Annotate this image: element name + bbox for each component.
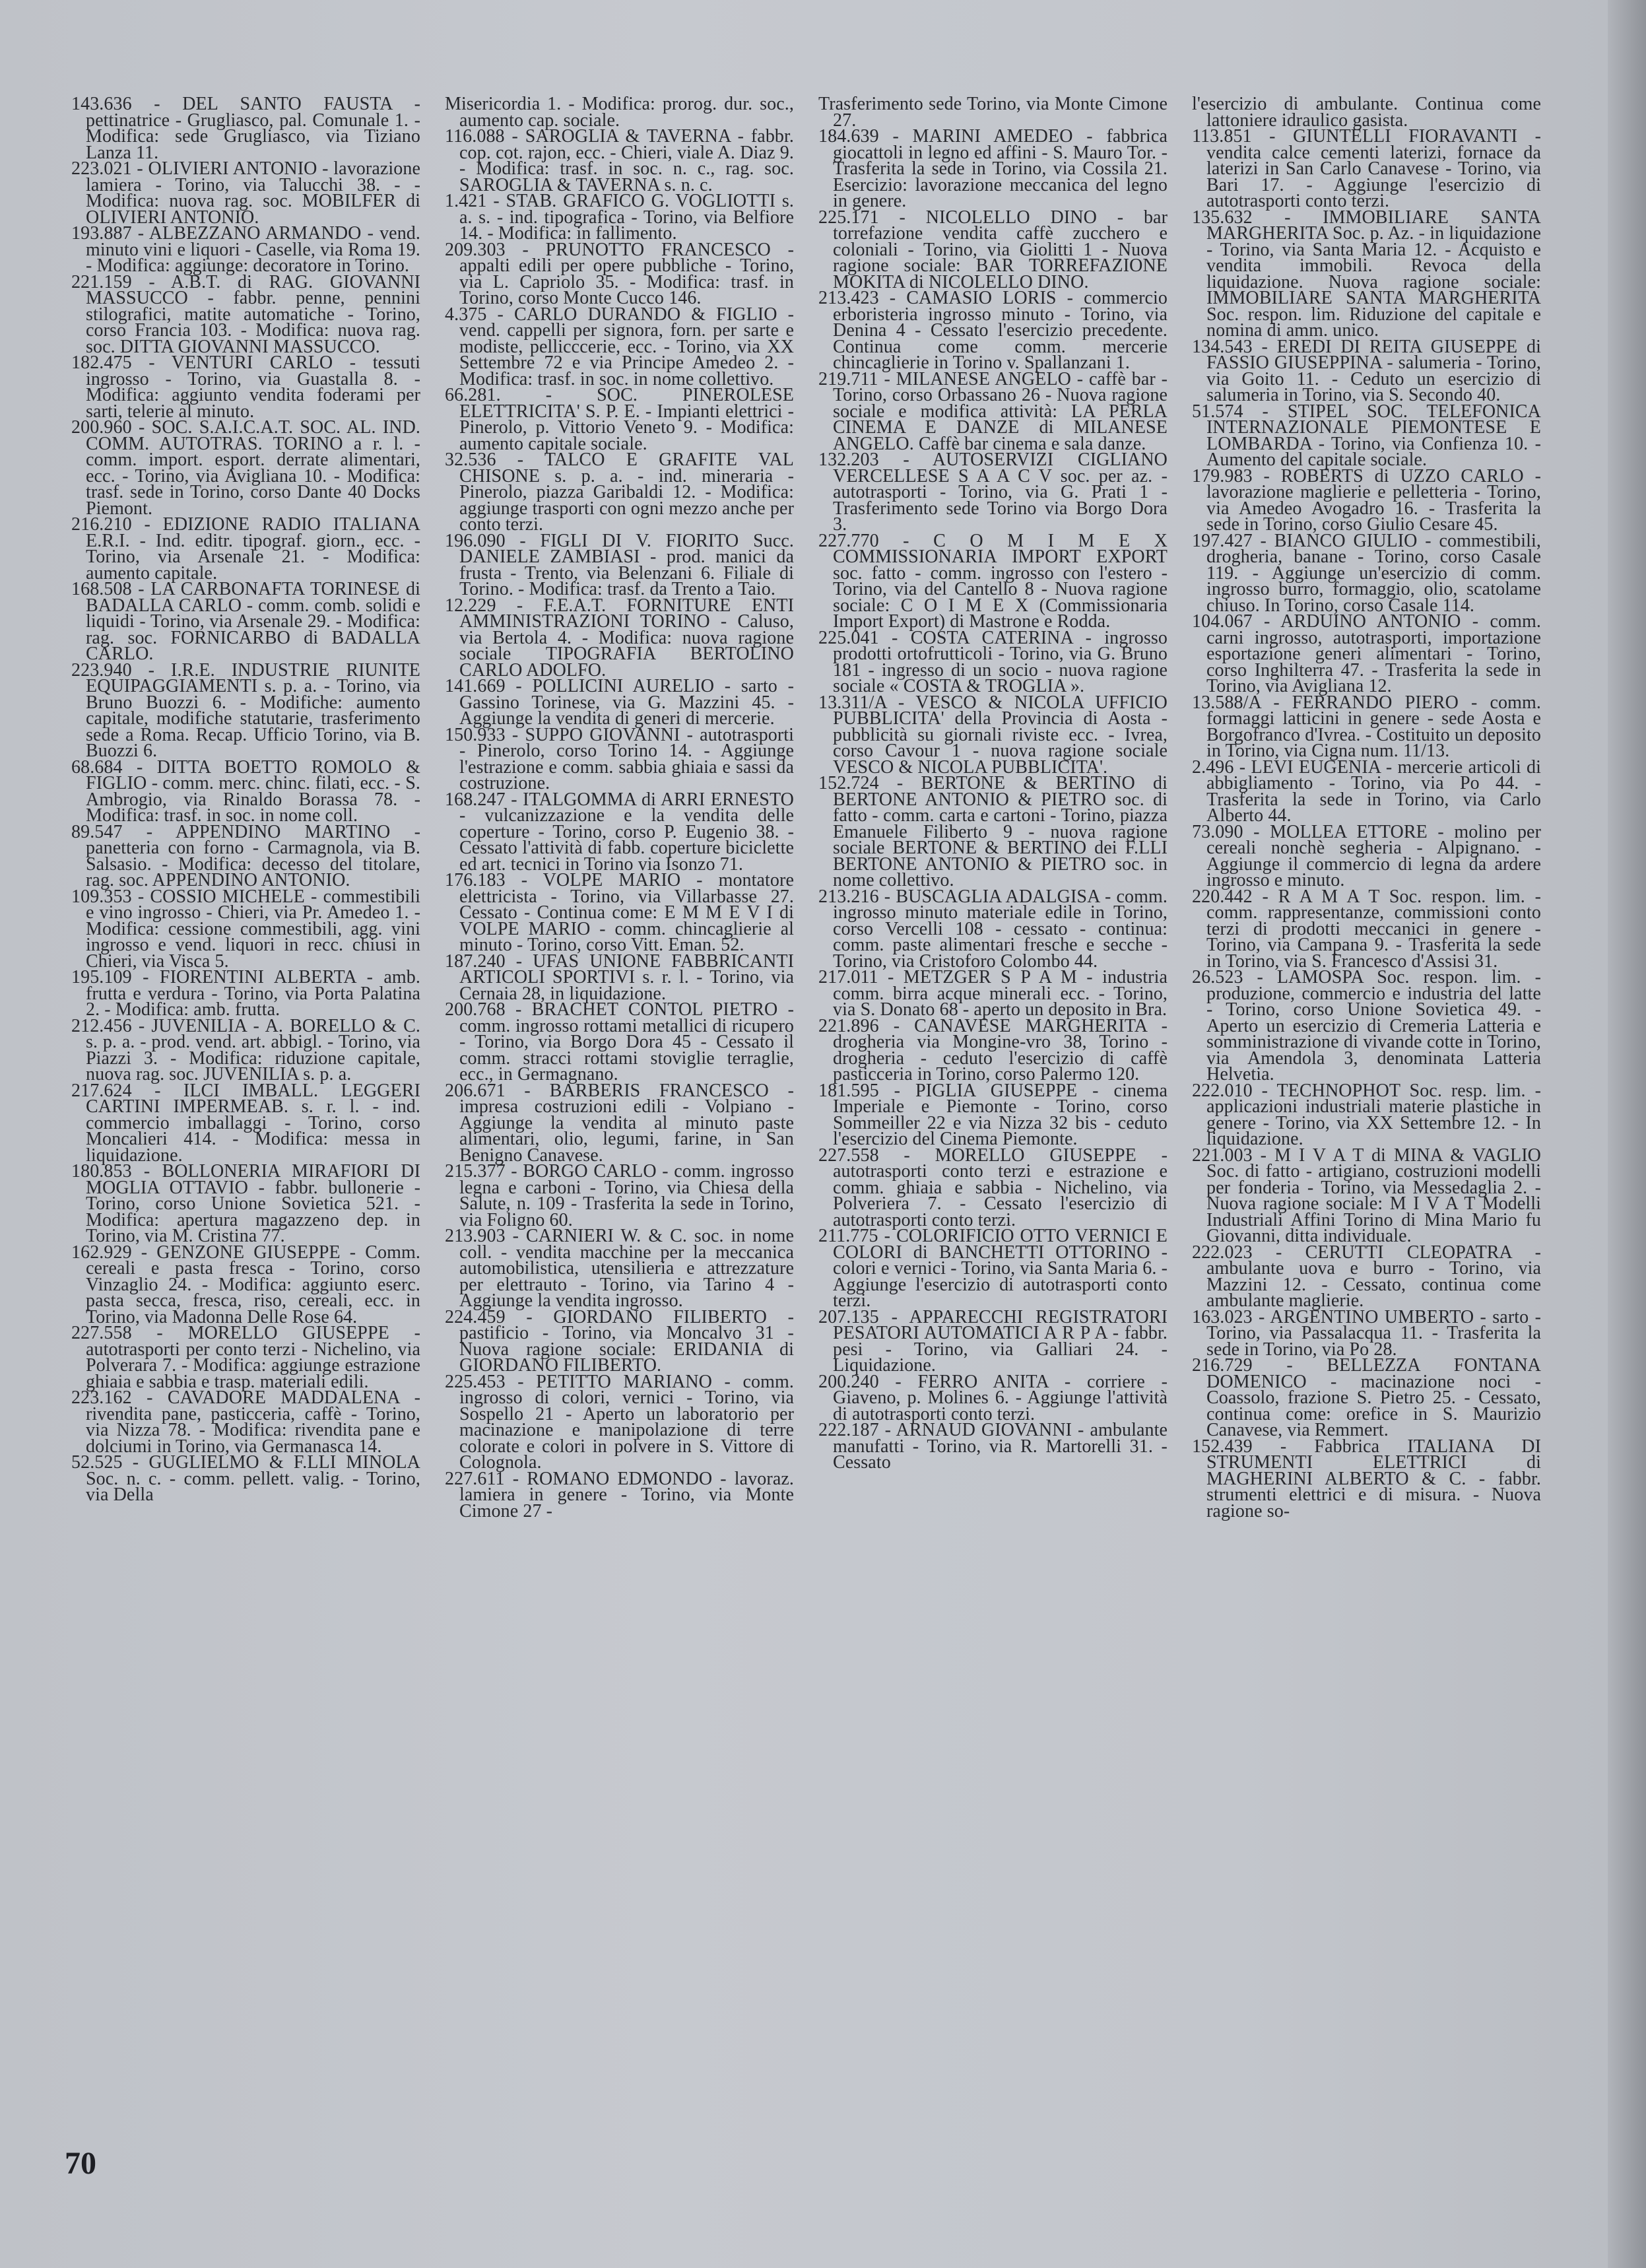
registry-entry: 168.508 - LA CARBONAFTA TORINESE di BADALLA CARLO - comm. comb. solidi e liquidi - Torino, via Arsenale 29. - Modifica: rag. soc. FORNICARBO di BADALLA CARLO. — [71, 579, 420, 664]
registry-entry: 200.240 - FERRO ANITA - corriere - Giaveno, p. Molines 6. - Aggiunge l'attività di autotrasporti conto terzi. — [818, 1371, 1168, 1424]
registry-entry: 2.496 - LEVI EUGENIA - mercerie articoli di abbigliamento - Torino, via Po 44. - Trasferita la sede in Torino, via Carlo Alberto 44. — [1192, 756, 1541, 826]
registry-entry: 152.724 - BERTONE & BERTINO di BERTONE ANTONIO & PIETRO soc. di fatto - comm. carta e cartoni - Torino, piazza Emanuele Filiberto 9 - nuova ragione sociale BERTONE & BERTINO dei F.LLI BERTONE ANTONIO & PIETRO soc. in nome collettivo. — [818, 773, 1168, 890]
registry-entry: 168.247 - ITALGOMMA di ARRI ERNESTO - vulcanizzazione e la vendita delle coperture - Torino, corso P. Eugenio 38. - Cessato l'attività di fabb. coperture biciclette ed art. tecnici in Torino via Isonzo 71. — [445, 789, 794, 875]
registry-entry: 143.636 - DEL SANTO FAUSTA - pettinatrice - Grugliasco, pal. Comunale 1. - Modifica: sede Grugliasco, via Tiziano Lanza 11. — [71, 96, 420, 163]
registry-entry: 222.187 - ARNAUD GIOVANNI - ambulante manufatti - Torino, via R. Martorelli 31. - Cessato — [818, 1420, 1168, 1473]
registry-entry: 162.929 - GENZONE GIUSEPPE - Comm. cereali e pasta fresca - Torino, corso Vinzaglio 24. - Modifica: aggiunto eserc. pasta secca, fresca, riso, cereali, ecc. in Torino, via Madonna Delle Rose 64. — [71, 1242, 420, 1327]
page-number: 70 — [65, 2146, 96, 2181]
registry-entry: 227.558 - MORELLO GIUSEPPE - autotrasporti per conto terzi - Nichelino, via Polverara 7. - Modifica: aggiunge estrazione ghiaia e sabbia e trasp. materiali edili. — [71, 1323, 420, 1392]
registry-entry: 213.216 - BUSCAGLIA ADALGISA - comm. ingrosso minuto materiale edile in Torino, corso Vercelli 108 - cessato - continua: comm. paste alimentari fresche e secche - Torino, via Cristoforo Colombo 44. — [818, 886, 1168, 972]
registry-entry: 219.711 - MILANESE ANGELO - caffè bar - Torino, corso Orbassano 26 - Nuova ragione sociale e modifica attività: LA PERLA CINEMA E DANZE di MILANESE ANGELO. Caffè bar cinema e sala danze. — [818, 368, 1168, 454]
registry-entry: 104.067 - ARDUINO ANTONIO - comm. carni ingrosso, autotrasporti, importazione esportazione generi alimentari - Torino, corso Inghilterra 47. - Trasferita la sede in Torino, via Avigliana 12. — [1192, 611, 1541, 696]
registry-entry: 224.459 - GIORDANO FILIBERTO - pastificio - Torino, via Moncalvo 31 - Nuova ragione sociale: ERIDANIA di GIORDANO FILIBERTO. — [445, 1306, 794, 1376]
column-4 — [1192, 96, 1541, 2162]
registry-entry: 195.109 - FIORENTINI ALBERTA - amb. frutta e verdura - Torino, via Porta Palatina 2. - Modifica: amb. frutta. — [71, 967, 420, 1020]
registry-entry: 223.021 - OLIVIERI ANTONIO - lavorazione lamiera - Torino, via Talucchi 38. - - Modifica: nuova rag. soc. MOBILFER di OLIVIERI ANTONIO. — [71, 158, 420, 228]
registry-entry: 132.203 - AUTOSERVIZI CIGLIANO VERCELLESE S A A C V soc. per az. - autotrasporti - Torino, via G. Prati 1 - Trasferimento sede Torino via Borgo Dora 3. — [818, 450, 1168, 535]
registry-entry: 221.159 - A.B.T. di RAG. GIOVANNI MASSUCCO - fabbr. penne, pennini stilografici, matite automatiche - Torino, corso Francia 103. - Modifica: nuova rag. soc. DITTA GIOVANNI MASSUCCO. — [71, 271, 420, 357]
registry-entry: 227.770 - C O M I M E X COMMISSIONARIA IMPORT EXPORT soc. fatto - comm. ingrosso con l'estero - Torino, via del Cantello 8 - Nuova ragione sociale: C O I M E X (Commissionaria Import Export) di Mastrone e Rodda. — [818, 530, 1168, 632]
column-2 — [445, 96, 794, 2162]
registry-entry: 220.442 - R A M A T Soc. respon. lim. - comm. rappresentanze, commissioni conto terzi di prodotti meccanici in genere - Torino, via Campana 9. - Trasferita la sede in Torino, via S. Francesco d'Assisi 31. — [1192, 886, 1541, 972]
registry-entry: 89.547 - APPENDINO MARTINO - panetteria con forno - Carmagnola, via B. Salsasio. - Modifica: decesso del titolare, rag. soc. APPENDINO ANTONIO. — [71, 821, 420, 890]
registry-entry: 32.536 - TALCO E GRAFITE VAL CHISONE s. p. a. - ind. mineraria - Pinerolo, piazza Garibaldi 12. - Modifica: aggiunge trasporti con ogni mezzo anche per conto terzi. — [445, 450, 794, 535]
registry-entry: 213.903 - CARNIERI W. & C. soc. in nome coll. - vendita macchine per la meccanica automobilistica, utensilieria e attrezzature per elettrauto - Torino, via Tarino 4 - Aggiunge la vendita ingrosso. — [445, 1226, 794, 1311]
registry-entry: 1.421 - STAB. GRAFICO G. VOGLIOTTI s. a. s. - ind. tipografica - Torino, via Belfiore 14. - Modifica: in fallimento. — [445, 191, 794, 244]
registry-entry: 211.775 - COLORIFICIO OTTO VERNICI E COLORI di BANCHETTI OTTORINO - colori e vernici - Torino, via Santa Maria 6. - Aggiunge l'esercizio di autotrasporti conto terzi. — [818, 1226, 1168, 1311]
registry-entry: 184.639 - MARINI AMEDEO - fabbrica giocattoli in legno ed affini - S. Mauro Tor. - Trasferita la sede in Torino, via Cossila 21. Esercizio: lavorazione meccanica del legno in genere. — [818, 126, 1168, 211]
registry-entry: 216.210 - EDIZIONE RADIO ITALIANA E.R.I. - Ind. editr. tipograf. giorn., ecc. - Torino, via Arsenale 21. - Modifica: aumento capitale. — [71, 514, 420, 584]
registry-entry: 207.135 - APPARECCHI REGISTRATORI PESATORI AUTOMATICI A R P A - fabbr. pesi - Torino, via Galliari 24. - Liquidazione. — [818, 1306, 1168, 1376]
registry-entry: 221.896 - CANAVESE MARGHERITA - drogheria via Mongine-vro 38, Torino - drogheria - ceduto l'esercizio di caffè pasticceria in Torino, corso Palermo 120. — [818, 1015, 1168, 1084]
registry-entry: 193.887 - ALBEZZANO ARMANDO - vend. minuto vini e liquori - Caselle, via Roma 19. - Modifica: aggiunge: decoratore in Torino. — [71, 223, 420, 276]
registry-entry: 225.453 - PETITTO MARIANO - comm. ingrosso di colori, vernici - Torino, via Sospello 21 - Aperto un laboratorio per macinazione e manipolazione di terre colorate e colori in polvere in S. Vittore di Colognola. — [445, 1371, 794, 1473]
registry-entry: 51.574 - STIPEL SOC. TELEFONICA INTERNAZIONALE PIEMONTESE E LOMBARDA - Torino, via Confienza 10. - Aumento del capitale sociale. — [1192, 401, 1541, 470]
page-edge-shadow — [1608, 0, 1646, 2268]
registry-entry: 150.933 - SUPPO GIOVANNI - autotrasporti - Pinerolo, corso Torino 14. - Aggiunge l'estrazione e comm. sabbia ghiaia e sassi da costruzione. — [445, 724, 794, 793]
column-1 — [71, 96, 420, 2162]
registry-entry: 26.523 - LAMOSPA Soc. respon. lim. - produzione, commercio e industria del latte - Torino, corso Unione Sovietica 49. - Aperto un esercizio di Cremeria Latteria e somministrazione di vivande cotte in Torino, via Amendola 3, denominata Latteria Helvetia. — [1192, 967, 1541, 1084]
registry-entry: 109.353 - COSSIO MICHELE - commestibili e vino ingrosso - Chieri, via Pr. Amedeo 1. - Modifica: cessione commestibili, agg. vini ingrosso e vend. liquori in recc. chiusi in Chieri, via Visca 5. — [71, 886, 420, 972]
registry-entry: 13.588/A - FERRANDO PIERO - comm. formaggi latticini in genere - sede Aosta e Borgofranco d'Ivrea. - Costituito un deposito in Torino, via Cigna num. 11/13. — [1192, 692, 1541, 761]
column-3 — [818, 96, 1168, 2162]
registry-entry: 213.423 - CAMASIO LORIS - commercio erboristeria ingrosso minuto - Torino, via Denina 4 - Cessato l'esercizio precedente. Continua come comm. mercerie chincaglierie in Torino v. Spallanzani 1. — [818, 288, 1168, 373]
registry-entry: Misericordia 1. - Modifica: prorog. dur. soc., aumento cap. sociale. — [445, 96, 794, 131]
registry-entry: 206.671 - BARBERIS FRANCESCO - impresa costruzioni edili - Volpiano - Aggiunge la vendita al minuto paste alimentari, olio, legumi, farine, in San Benigno Canavese. — [445, 1080, 794, 1166]
registry-entry: 180.853 - BOLLONERIA MIRAFIORI DI MOGLIA OTTAVIO - fabbr. bullonerie - Torino, corso Unione Sovietica 521. - Modifica: apertura magazzeno dep. in Torino, via M. Cristina 77. — [71, 1161, 420, 1246]
registry-entry: 223.162 - CAVADORE MADDALENA - rivendita pane, pasticceria, caffè - Torino, via Nizza 78. - Modifica: rivendita pane e dolciumi in Torino, via Germanasca 14. — [71, 1387, 420, 1457]
registry-entry: 73.090 - MOLLEA ETTORE - molino per cereali nonchè segheria - Alpignano. - Aggiunge il commercio di legna da ardere ingrosso e minuto. — [1192, 821, 1541, 890]
registry-entry: 152.439 - Fabbrica ITALIANA DI STRUMENTI ELETTRICI di MAGHERINI ALBERTO & C. - fabbr. strumenti elettrici e di misura. - Nuova ragione so- — [1192, 1436, 1541, 1521]
registry-entry: 217.624 - ILCI IMBALL. LEGGERI CARTINI IMPERMEAB. s. r. l. - ind. commercio imballaggi - Torino, corso Moncalieri 414. - Modifica: messa in liquidazione. — [71, 1080, 420, 1166]
registry-entry: 227.611 - ROMANO EDMONDO - lavoraz. lamiera in genere - Torino, via Monte Cimone 27 - — [445, 1468, 794, 1521]
registry-entry: 225.171 - NICOLELLO DINO - bar torrefazione vendita caffè zucchero e coloniali - Torino, via Giolitti 1 - Nuova ragione sociale: BAR TORREFAZIONE MOKITA di NICOLELLO DINO. — [818, 207, 1168, 292]
registry-entry: 187.240 - UFAS UNIONE FABBRICANTI ARTICOLI SPORTIVI s. r. l. - Torino, via Cernaia 28, in liquidazione. — [445, 951, 794, 1004]
registry-entry: 116.088 - SAROGLIA & TAVERNA - fabbr. cop. cot. rajon, ecc. - Chieri, viale A. Diaz 9. - Modifica: trasf. in soc. n. c., rag. soc. SAROGLIA & TAVERNA s. n. c. — [445, 126, 794, 195]
registry-entry: 197.427 - BIANCO GIULIO - commestibili, drogheria, banane - Torino, corso Casale 119. - Aggiunge un'esercizio di comm. ingrosso burro, formaggio, olio, scatolame chiuso. In Torino, corso Casale 114. — [1192, 530, 1541, 616]
registry-entry: 66.281. - SOC. PINEROLESE ELETTRICITA' S. P. E. - Impianti elettrici - Pinerolo, p. Vittorio Veneto 9. - Modifica: aumento capitale sociale. — [445, 385, 794, 454]
registry-entry: 200.960 - SOC. S.A.I.C.A.T. SOC. AL. IND. COMM. AUTOTRAS. TORINO a r. l. - comm. import. esport. derrate alimentari, ecc. - Torino, via Avigliana 10. - Modifica: trasf. sede in Torino, corso Dante 40 Docks Piemont. — [71, 417, 420, 519]
registry-entry: 209.303 - PRUNOTTO FRANCESCO - appalti edili per opere pubbliche - Torino, via L. Capriolo 35. - Modifica: trasf. in Torino, corso Monte Cucco 146. — [445, 239, 794, 308]
registry-entry: 227.558 - MORELLO GIUSEPPE - autotrasporti conto terzi e estrazione e comm. ghiaia e sabbia - Nichelino, via Polveriera 7. - Cessato l'esercizio di autotrasporti conto terzi. — [818, 1145, 1168, 1230]
registry-entry: l'esercizio di ambulante. Continua come lattoniere idraulico gasista. — [1192, 96, 1541, 131]
registry-entry: 216.729 - BELLEZZA FONTANA DOMENICO - macinazione noci - Coassolo, frazione S. Pietro 25. - Cessato, continua come: orefice in S. Maurizio Canavese, via Remmert. — [1192, 1355, 1541, 1440]
registry-entry: 215.377 - BORGO CARLO - comm. ingrosso legna e carboni - Torino, via Chiesa della Salute, n. 109 - Trasferita la sede in Torino, via Foligno 60. — [445, 1161, 794, 1230]
registry-entry: 182.475 - VENTURI CARLO - tessuti ingrosso - Torino, via Guastalla 8. - Modifica: aggiunto vendita foderami per sarti, telerie al minuto. — [71, 352, 420, 422]
registry-entry: Trasferimento sede Torino, via Monte Cimone 27. — [818, 96, 1168, 131]
registry-entry: 12.229 - F.E.A.T. FORNITURE ENTI AMMINISTRAZIONI TORINO - Caluso, via Bertola 4. - Modifica: nuova ragione sociale TIPOGRAFIA BERTOLINO CARLO ADOLFO. — [445, 595, 794, 681]
registry-entry: 163.023 - ARGENTINO UMBERTO - sarto - Torino, via Passalacqua 11. - Trasferita la sede in Torino, via Po 28. — [1192, 1306, 1541, 1360]
registry-entry: 181.595 - PIGLIA GIUSEPPE - cinema Imperiale e Piemonte - Torino, corso Sommeiller 22 e via Nizza 32 bis - ceduto l'esercizio del Cinema Piemonte. — [818, 1080, 1168, 1149]
registry-entry: 176.183 - VOLPE MARIO - montatore elettricista - Torino, via Villarbasse 27. Cessato - Continua come: E M M E V I di VOLPE MARIO - comm. chincaglierie al minuto - Torino, corso Vitt. Eman. 52. — [445, 870, 794, 955]
registry-entry: 200.768 - BRACHET CONTOL PIETRO - comm. ingrosso rottami metallici di ricupero - Torino, via Borgo Dora 45 - Cessato il comm. stracci rottami stoviglie terraglie, ecc., in Germagnano. — [445, 999, 794, 1084]
registry-entry: 68.684 - DITTA BOETTO ROMOLO & FIGLIO - comm. merc. chinc. filati, ecc. - S. Ambrogio, via Rinaldo Borassa 78. - Modifica: trasf. in soc. in nome coll. — [71, 756, 420, 826]
registry-entry: 222.010 - TECHNOPHOT Soc. resp. lim. - applicazioni industriali materie plastiche in genere - Torino, via XX Settembre 12. - In liquidazione. — [1192, 1080, 1541, 1149]
registry-entry: 196.090 - FIGLI DI V. FIORITO Succ. DANIELE ZAMBIASI - prod. manici da frusta - Trento, via Belenzani 6. Filiale di Torino. - Modifica: trasf. da Trento a Taio. — [445, 530, 794, 599]
registry-entry: 222.023 - CERUTTI CLEOPATRA - ambulante uova e burro - Torino, via Mazzini 12. - Cessato, continua come ambulante maglierie. — [1192, 1242, 1541, 1311]
registry-entry: 141.669 - POLLICINI AURELIO - sarto - Gassino Torinese, via G. Mazzini 45. - Aggiunge la vendita di generi di mercerie. — [445, 676, 794, 729]
registry-entry: 135.632 - IMMOBILIARE SANTA MARGHERITA Soc. p. Az. - in liquidazione - Torino, via Santa Maria 12. - Acquisto e vendita immobili. Revoca della liquidazione. Nuova ragione sociale: IMMOBILIARE SANTA MARGHERITA Soc. respon. lim. Riduzione del capitale e nomina di amm. unico. — [1192, 207, 1541, 341]
registry-entry: 223.940 - I.R.E. INDUSTRIE RIUNITE EQUIPAGGIAMENTI s. p. a. - Torino, via Bruno Buozzi 6. - Modifiche: aumento capitale, modifiche statutarie, trasferimento sede a Roma. Recap. Ufficio Torino, via B. Buozzi 6. — [71, 659, 420, 761]
registry-entry: 212.456 - JUVENILIA - A. BORELLO & C. s. p. a. - prod. vend. art. abbigl. - Torino, via Piazzi 3. - Modifica: riduzione capitale, nuova rag. soc. JUVENILIA s. p. a. — [71, 1015, 420, 1084]
registry-entry: 217.011 - METZGER S P A M - industria comm. birra acque minerali ecc. - Torino, via S. Donato 68 - aperto un deposito in Bra. — [818, 967, 1168, 1020]
registry-entry: 179.983 - ROBERTS di UZZO CARLO - lavorazione maglierie e pelletteria - Torino, via Amedeo Avogadro 16. - Trasferita la sede in Torino, corso Giulio Cesare 45. — [1192, 465, 1541, 535]
registry-entry: 225.041 - COSTA CATERINA - ingrosso prodotti ortofrutticoli - Torino, via G. Bruno 181 - ingresso di un socio - nuova ragione sociale « COSTA & TROGLIA ». — [818, 627, 1168, 696]
registry-entry: 221.003 - M I V A T di MINA & VAGLIO Soc. di fatto - artigiano, costruzioni modelli per fonderia - Torino, via Messedaglia 2. - Nuova ragione sociale: M I V A T Modelli Industriali Affini Torino di Mina Mario fu Giovanni, ditta individuale. — [1192, 1145, 1541, 1246]
registry-columns — [71, 96, 1542, 2162]
registry-entry: 134.543 - EREDI DI REITA GIUSEPPE di FASSIO GIUSEPPINA - salumeria - Torino, via Goito 11. - Ceduto un esercizio di salumeria in Torino, via S. Secondo 40. — [1192, 336, 1541, 405]
registry-entry: 113.851 - GIUNTELLI FIORAVANTI - vendita calce cementi laterizi, fornace da laterizi in San Carlo Canavese - Torino, via Bari 17. - Aggiunge l'esercizio di autotrasporti conto terzi. — [1192, 126, 1541, 211]
registry-entry: 13.311/A - VESCO & NICOLA UFFICIO PUBBLICITA' della Provincia di Aosta - pubblicità su giornali riviste ecc. - Ivrea, corso Cavour 1 - nuova ragione sociale VESCO & NICOLA PUBBLICITA'. — [818, 692, 1168, 778]
registry-entry: 4.375 - CARLO DURANDO & FIGLIO - vend. cappelli per signora, forn. per sarte e modiste, pellicccerie, ecc. - Torino, via XX Settembre 72 e via Principe Amedeo 2. - Modifica: trasf. in soc. in nome collettivo. — [445, 304, 794, 389]
registry-entry: 52.525 - GUGLIELMO & F.LLI MINOLA Soc. n. c. - comm. pellett. valig. - Torino, via Della — [71, 1452, 420, 1505]
